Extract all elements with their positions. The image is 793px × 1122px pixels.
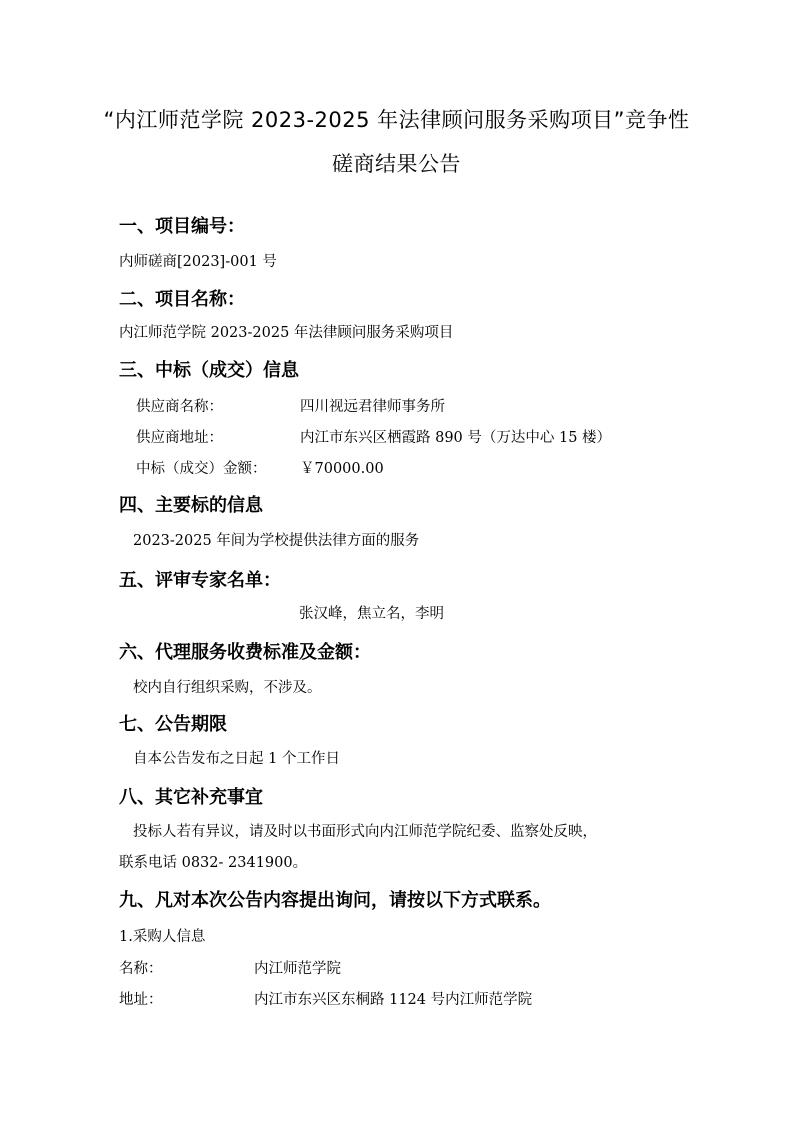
supplier-name-label: 供应商名称： [136,399,223,415]
project-number-value: 内师磋商[2023]-001 号 [119,254,277,270]
project-name-value: 内江师范学院 2023-2025 年法律顾问服务采购项目 [119,325,454,341]
section-subject-info-heading: 四、主要标的信息 [119,495,263,516]
purchaser-address-label: 地址： [119,992,163,1008]
subject-info-value: 2023-2025 年间为学校提供法律方面的服务 [133,533,420,549]
section-project-name-heading: 二、项目名称： [119,289,245,310]
supplier-address-value: 内江市东兴区栖霞路 890 号（万达中心 15 楼） [300,430,612,446]
supplementary-text-line-1: 投标人若有异议，请及时以书面形式向内江师范学院纪委、监察处反映， [133,824,597,840]
section-contact-heading: 九、凡对本次公告内容提出询问，请按以下方式联系。 [119,890,551,911]
agency-fee-value: 校内自行组织采购，不涉及。 [133,680,322,696]
section-notice-period-heading: 七、公告期限 [119,714,227,735]
experts-list: 张汉峰，焦立名，李明 [299,606,444,622]
section-experts-heading: 五、评审专家名单： [119,570,281,591]
page-title-line-2: 磋商结果公告 [332,152,461,176]
section-project-number-heading: 一、项目编号： [119,216,245,237]
supplementary-text-line-2: 联系电话 0832- 2341900。 [119,855,308,871]
purchaser-address-value: 内江市东兴区东桐路 1124 号内江师范学院 [254,992,533,1008]
supplier-name-value: 四川视远君律师事务所 [300,399,445,415]
notice-period-value: 自本公告发布之日起 1 个工作日 [133,751,340,767]
purchaser-name-value: 内江师范学院 [254,961,341,977]
award-amount-label: 中标（成交）金额： [136,461,267,477]
purchaser-name-label: 名称： [119,961,163,977]
purchaser-info-subheading: 1.采购人信息 [119,929,206,945]
page-title-line-1: “内江师范学院 2023-2025 年法律顾问服务采购项目”竞争性 [103,108,690,132]
section-supplementary-heading: 八、其它补充事宜 [119,787,263,808]
section-agency-fee-heading: 六、代理服务收费标准及金额： [119,642,371,663]
section-award-info-heading: 三、中标（成交）信息 [119,360,299,381]
award-amount-value: ￥70000.00 [300,461,384,477]
supplier-address-label: 供应商地址： [136,430,223,446]
